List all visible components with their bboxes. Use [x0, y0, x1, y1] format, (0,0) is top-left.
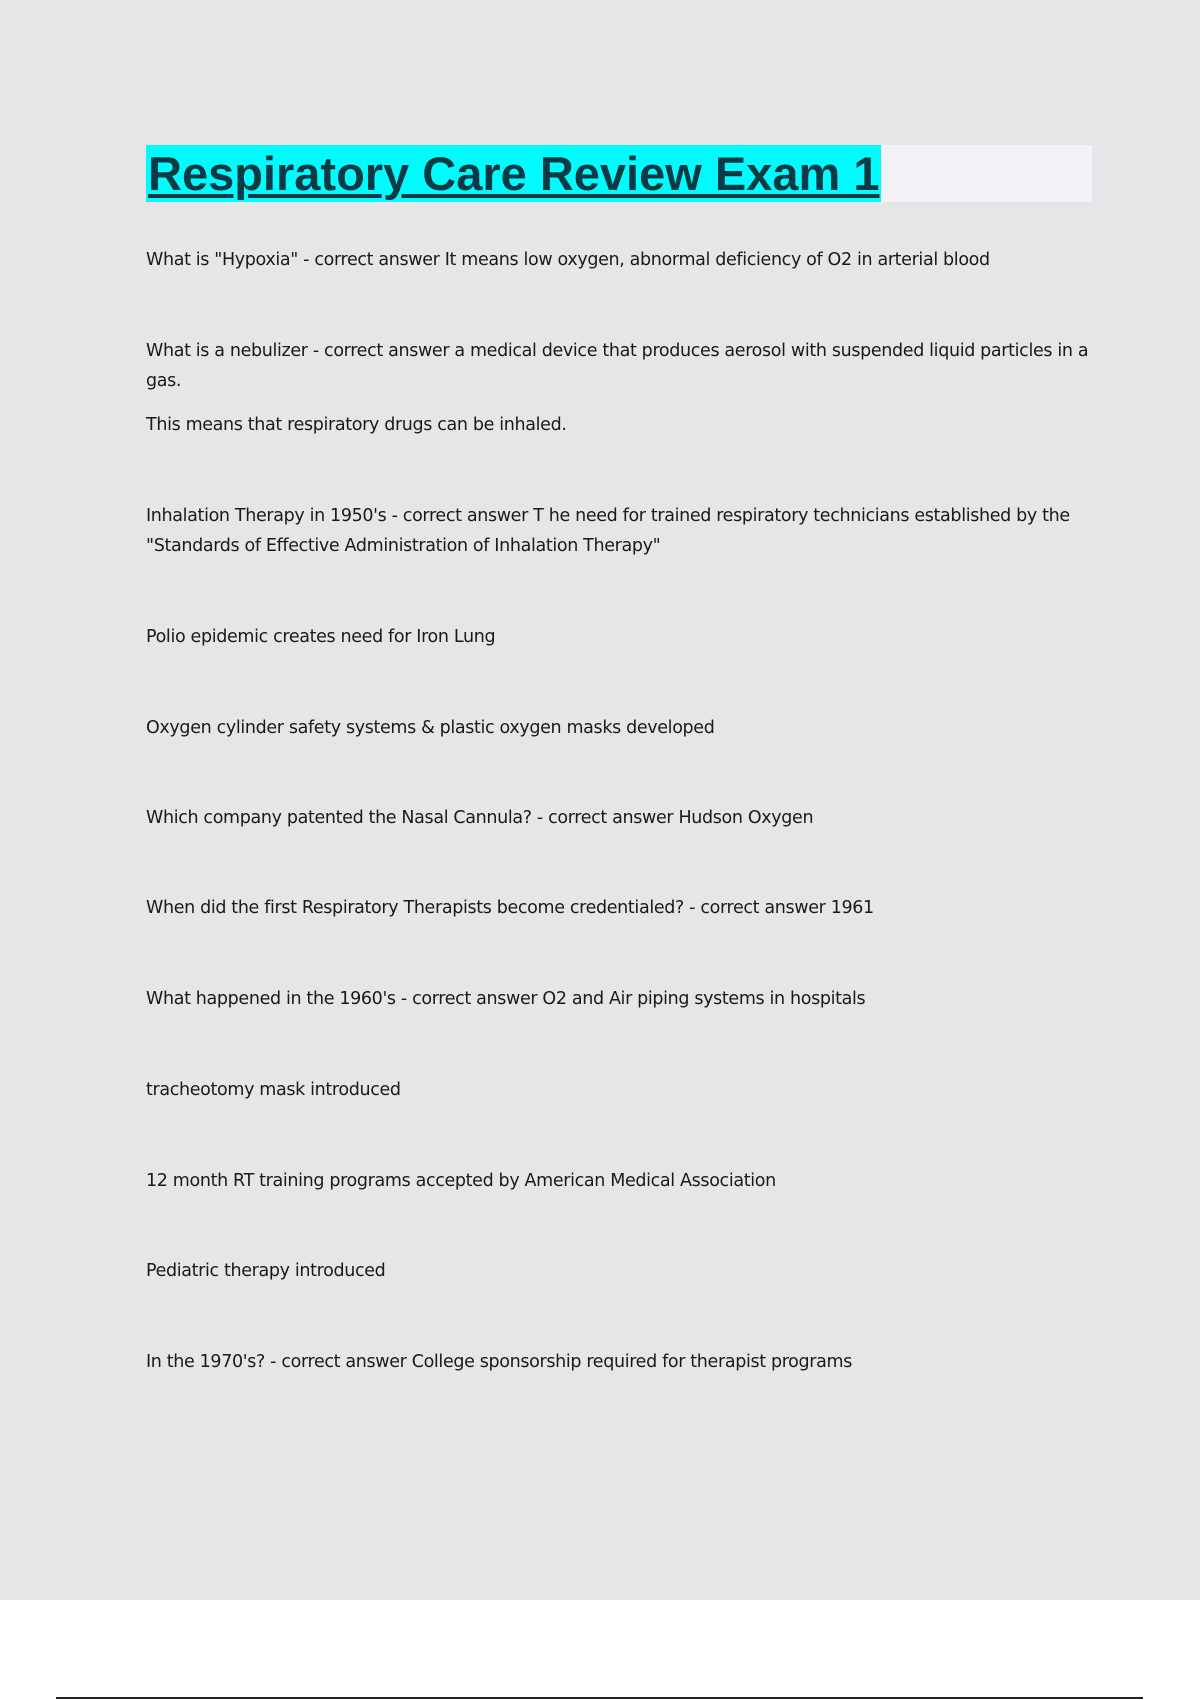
paragraph: Pediatric therapy introduced [146, 1261, 386, 1281]
paragraph: Which company patented the Nasal Cannula? - correct answer Hudson Oxygen [146, 808, 814, 828]
paragraph: In the 1970's? - correct answer College sponsorship required for therapist programs [146, 1352, 852, 1372]
paragraph: Polio epidemic creates need for Iron Lung [146, 627, 496, 647]
paragraph: Oxygen cylinder safety systems & plastic oxygen masks developed [146, 718, 715, 738]
paragraph: What happened in the 1960's - correct answer O2 and Air piping systems in hospitals [146, 989, 866, 1009]
paragraph: 12 month RT training programs accepted by American Medical Association [146, 1171, 776, 1191]
document-title: Respiratory Care Review Exam 1 [148, 147, 880, 200]
paragraph: Inhalation Therapy in 1950's - correct answer T he need for trained respiratory technicians established by the "Standards of Effective Administration of Inhalation Therapy" [146, 506, 1070, 556]
paragraph: tracheotomy mask introduced [146, 1080, 401, 1100]
paragraph: When did the first Respiratory Therapists become credentialed? - correct answer 1961 [146, 898, 874, 918]
paragraph: What is "Hypoxia" - correct answer It means low oxygen, abnormal deficiency of O2 in arterial blood [146, 250, 990, 270]
paragraph: This means that respiratory drugs can be inhaled. [146, 415, 567, 435]
paragraph: What is a nebulizer - correct answer a medical device that produces aerosol with suspended liquid particles in a gas. [146, 341, 1089, 391]
footer-divider [56, 1697, 1143, 1699]
